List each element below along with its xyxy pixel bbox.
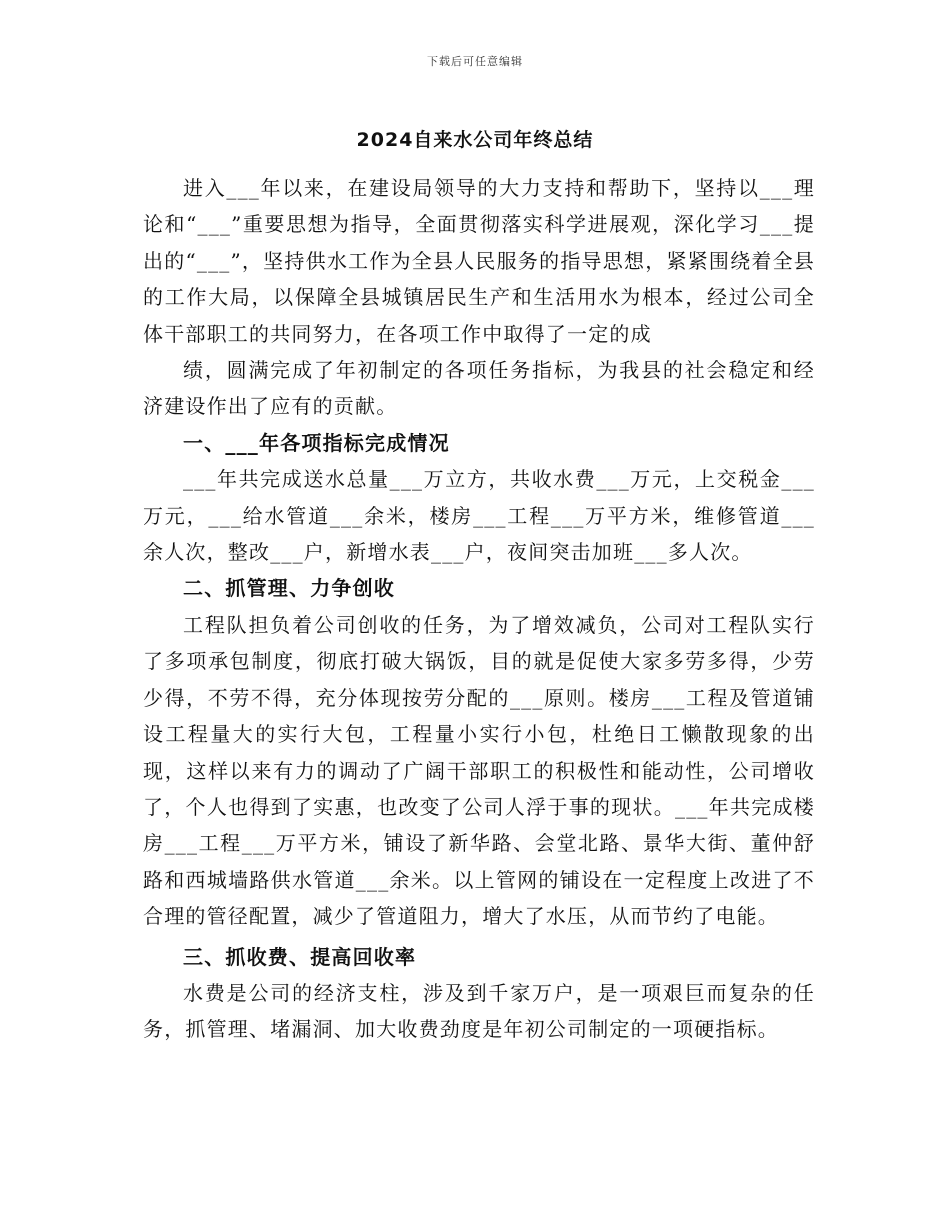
header-note: 下载后可任意编辑 [427,55,523,68]
section-2-paragraph: 工程队担负着公司创收的任务，为了增效减负，公司对工程队实行了多项承包制度，彻底打破大锅饭，目的就是促使大家多劳多得，少劳少得，不劳不得，充分体现按劳分配的___原则。楼房___工程及管道铺设工程量大的实行大包，工程量小实行小包，杜绝日工懒散现象的出现，这样以来有力的调动了广阔干部职工的积极性和能动性，公司增收了，个人也得到了实惠，也改变了公司人浮于事的现状。___年共完成楼房___工程___万平方米，铺设了新华路、会堂北路、景华大街、董仲舒路和西城墙路供水管道___余米。以上管网的铺设在一定程度上改进了不合理的管径配置，减少了管道阻力，增大了水压，从而节约了电能。 [143,612,815,929]
document-body [143,170,815,1048]
section-1-paragraph: ___年共完成送水总量___万立方，共收水费___万元，上交税金___万元，___给水管道___余米，楼房___工程___万平方米，维修管道___余人次，整改___户，新增水表___户，夜间突击加班___多人次。 [143,467,815,565]
section-3-heading: 三、抓收费、提高回收率 [183,944,417,969]
section-1-heading: 一、___年各项指标完成情况 [183,430,450,455]
section-3-paragraph: 水费是公司的经济支柱，涉及到千家万户，是一项艰巨而复杂的任务，抓管理、堵漏洞、加大收费劲度是年初公司制定的一项硬指标。 [143,980,815,1042]
intro-paragraph-1: 进入___年以来，在建设局领导的大力支持和帮助下，坚持以___理论和“___”重要思想为指导，全面贯彻落实科学进展观，深化学习___提出的“___”，坚持供水工作为全县人民服务的指导思想，紧紧围绕着全县的工作大局，以保障全县城镇居民生产和生活用水为根本，经过公司全体干部职工的共同努力，在各项工作中取得了一定的成 [143,176,815,346]
intro-paragraph-2: 绩，圆满完成了年初制定的各项任务指标，为我县的社会稳定和经济建设作出了应有的贡献。 [143,358,815,419]
section-2-heading: 二、抓管理、力争创收 [183,576,395,601]
document-title: 2024自来水公司年终总结 [356,129,594,151]
